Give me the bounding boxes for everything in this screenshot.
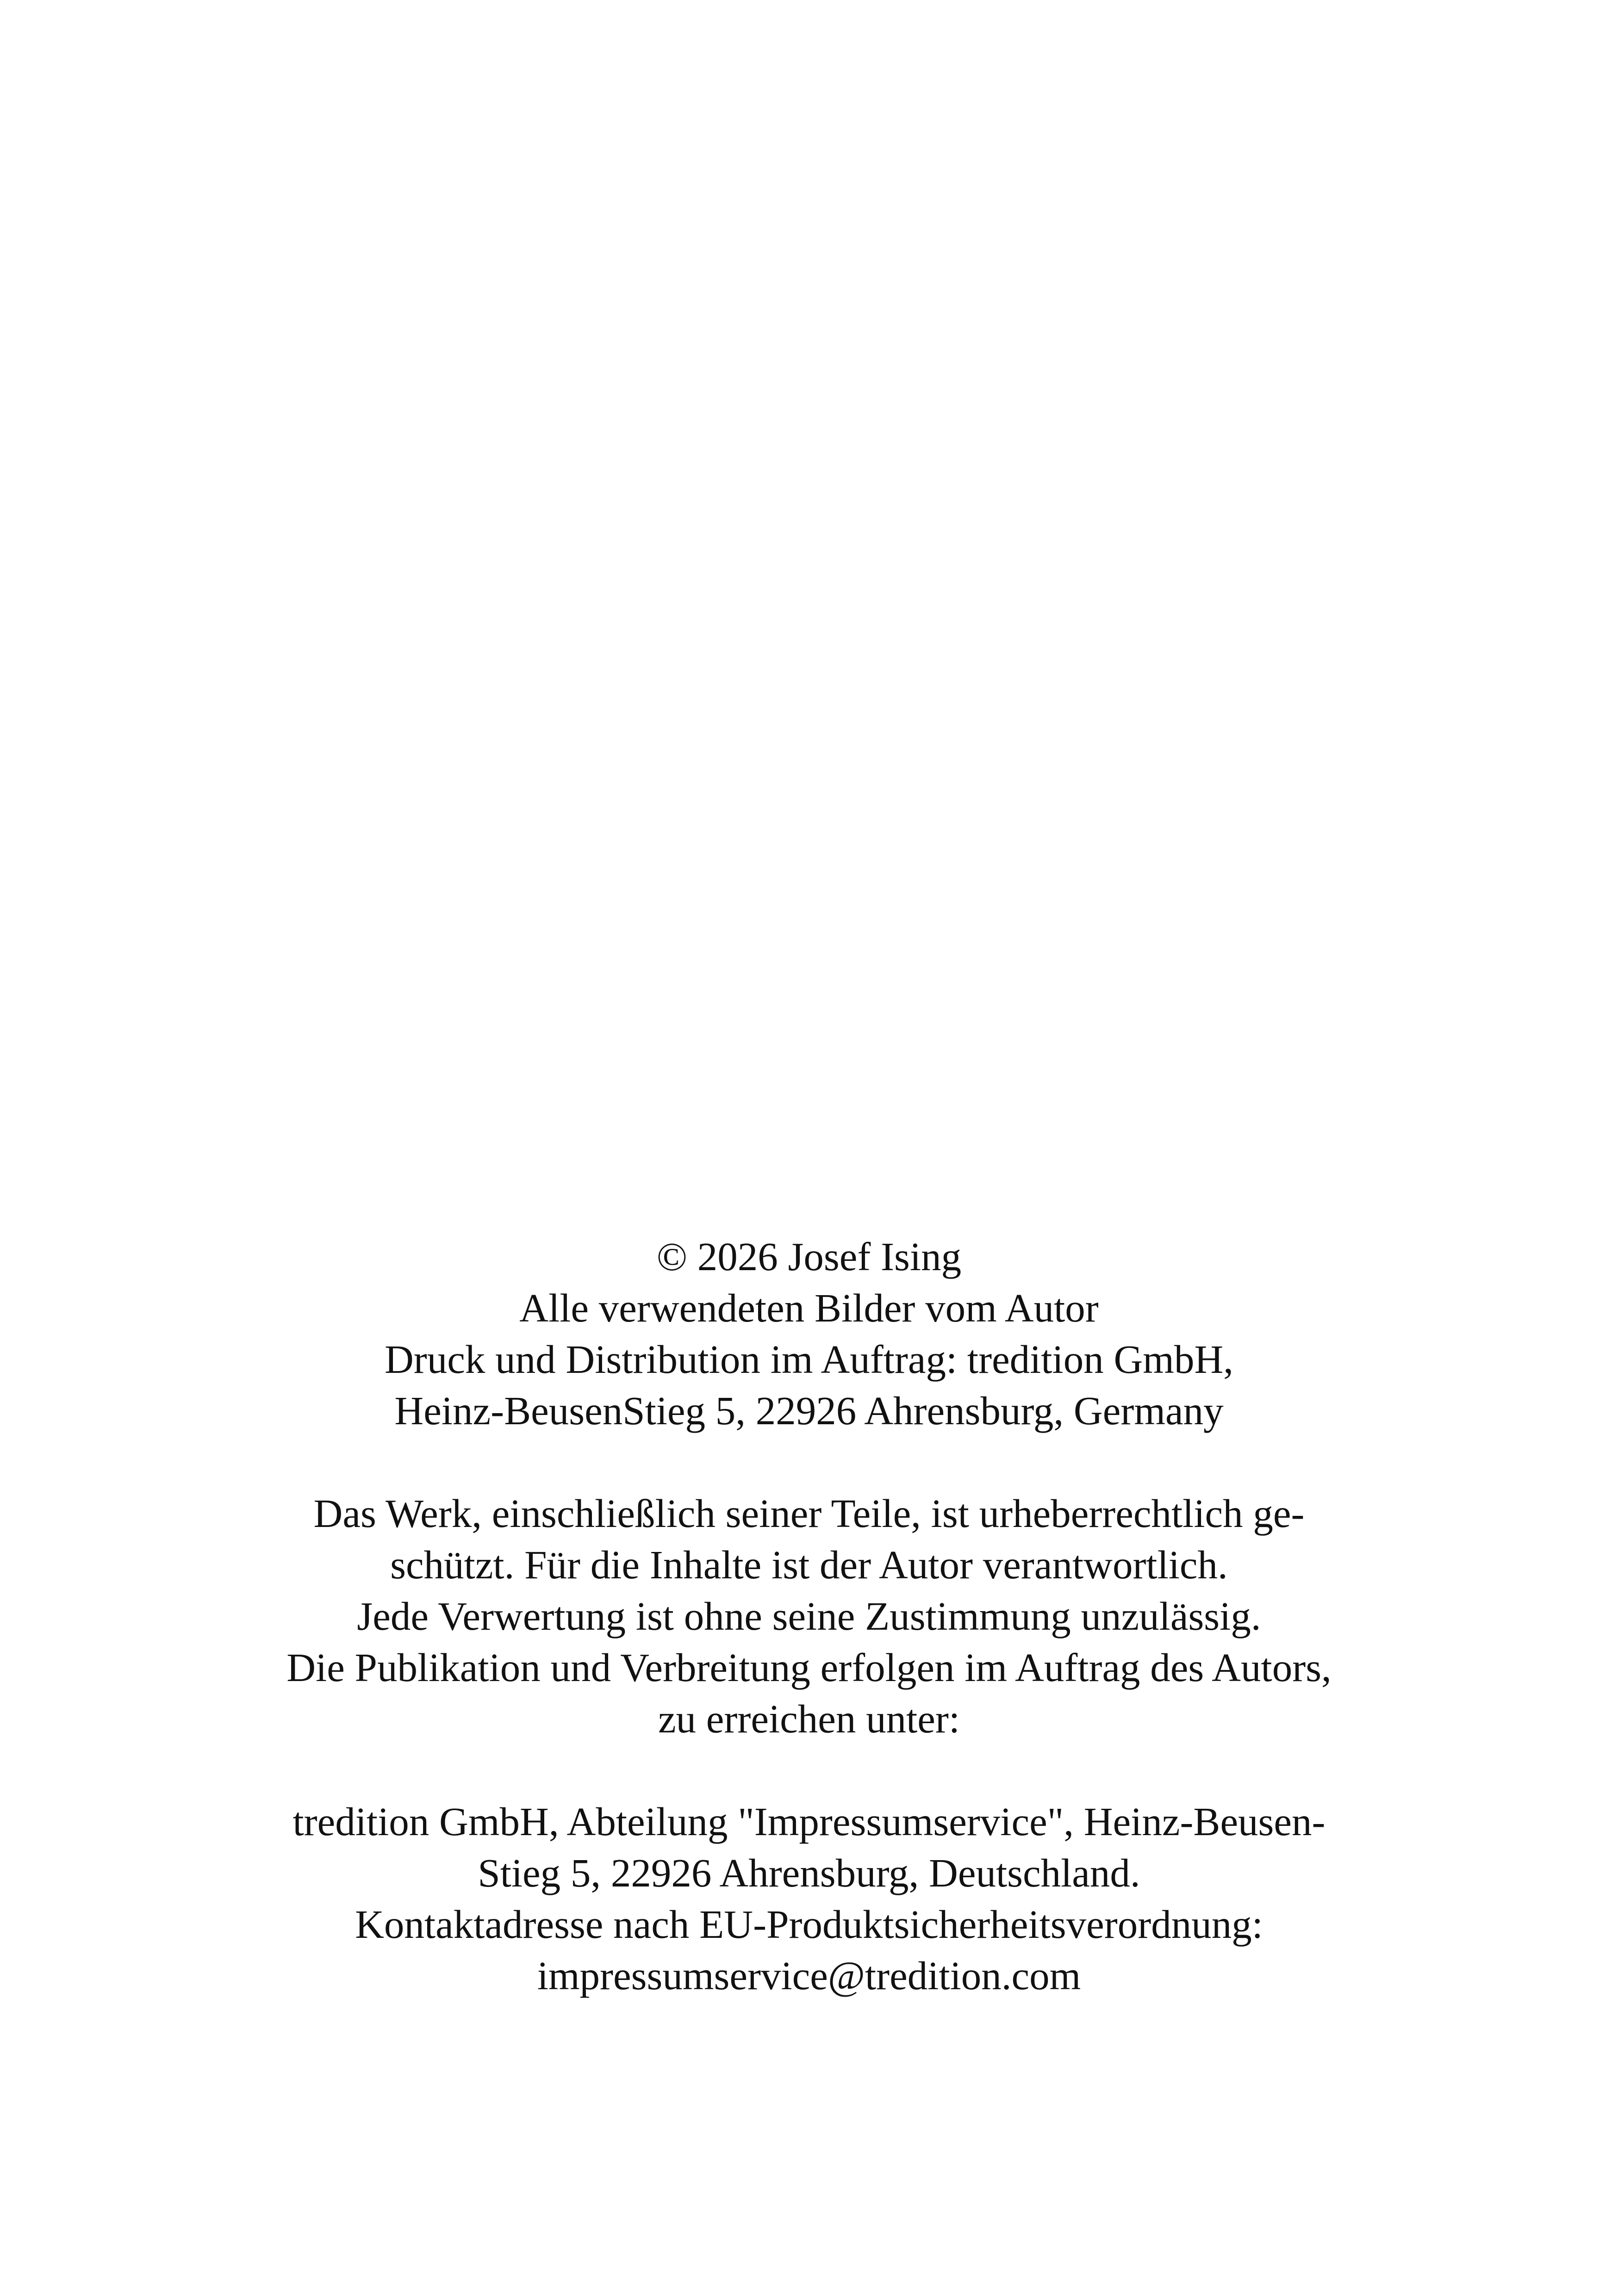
contact-line: tredition GmbH, Abteilung "Impressumservice", Heinz-Beusen- bbox=[292, 1799, 1326, 1844]
copyright-block bbox=[0, 1231, 1618, 1436]
contact-line: Stieg 5, 22926 Ahrensburg, Deutschland. bbox=[478, 1850, 1140, 1895]
rights-line: Das Werk, einschließlich seiner Teile, ist urheberrechtlich ge- bbox=[313, 1491, 1305, 1536]
contact-block bbox=[0, 1796, 1618, 2001]
image-credit-line: Alle verwendeten Bilder vom Autor bbox=[519, 1285, 1099, 1330]
rights-line: zu erreichen unter: bbox=[658, 1696, 960, 1741]
printer-address-line: Heinz-BeusenStieg 5, 22926 Ahrensburg, Germany bbox=[394, 1388, 1224, 1433]
contact-line: Kontaktadresse nach EU-Produktsicherheitsverordnung: bbox=[355, 1902, 1263, 1947]
printer-line: Druck und Distribution im Auftrag: tredition GmbH, bbox=[384, 1337, 1234, 1382]
contact-email: impressumservice@tredition.com bbox=[537, 1953, 1081, 1998]
rights-line: Jede Verwertung ist ohne seine Zustimmung unzulässig. bbox=[357, 1594, 1261, 1638]
copyright-line: © 2026 Josef Ising bbox=[656, 1234, 962, 1279]
rights-line: schützt. Für die Inhalte ist der Autor verantwortlich. bbox=[390, 1542, 1228, 1587]
rights-line: Die Publikation und Verbreitung erfolgen im Auftrag des Autors, bbox=[286, 1645, 1332, 1690]
imprint-page bbox=[0, 1231, 1618, 2001]
rights-block bbox=[0, 1488, 1618, 1744]
